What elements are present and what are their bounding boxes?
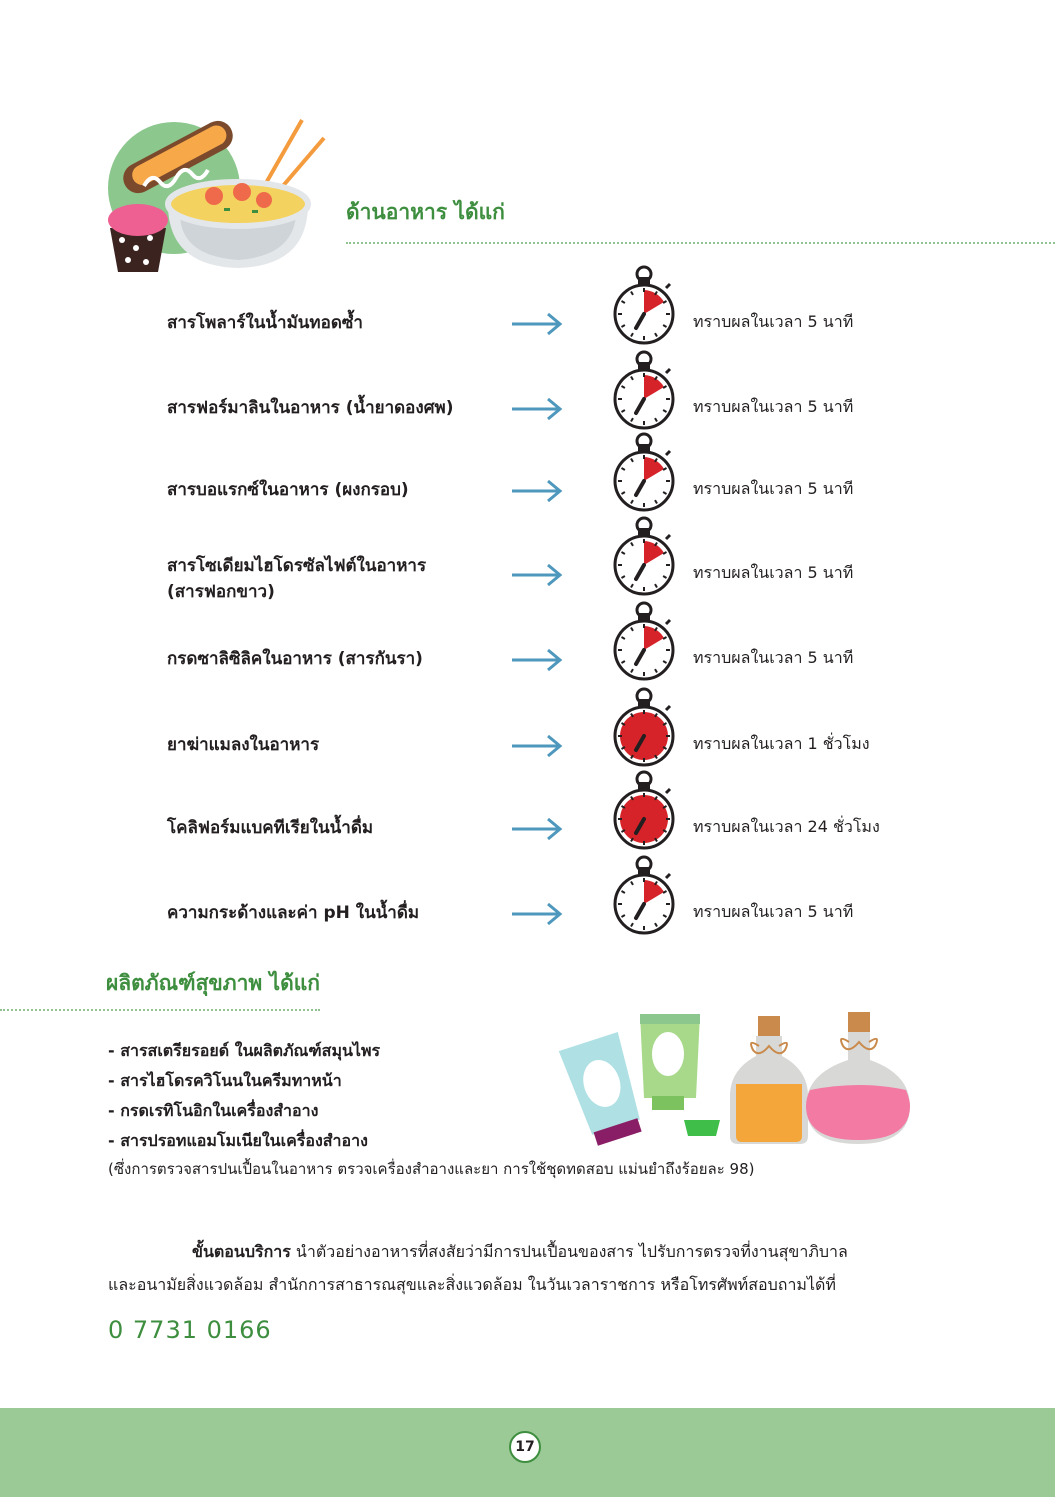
right-arrow-icon	[510, 563, 564, 587]
right-arrow-icon	[510, 397, 564, 421]
test-row	[0, 872, 1055, 952]
service-paragraph	[108, 1235, 958, 1301]
test-row	[0, 618, 1055, 698]
test-row	[0, 704, 1055, 784]
test-label: ยาฆ่าแมลงในอาหาร	[167, 735, 320, 755]
test-result: ทราบผลในเวลา 5 นาที	[693, 563, 854, 582]
right-arrow-icon	[510, 312, 564, 336]
stopwatch-icon	[608, 515, 680, 597]
service-line-1-text: นำตัวอย่างอาหารที่สงสัยว่ามีการปนเปื้อนของสาร ไปรับการตรวจที่งานสุขาภิบาล	[290, 1242, 848, 1261]
list-item: - กรดเรทิโนอิกในเครื่องสำอาง	[108, 1101, 319, 1120]
test-result: ทราบผลในเวลา 1 ชั่วโมง	[693, 734, 870, 753]
stopwatch-icon	[608, 349, 680, 431]
health-section-divider	[0, 1009, 320, 1011]
test-row	[0, 449, 1055, 529]
cosmetics-illustration	[556, 1010, 914, 1146]
stopwatch-icon	[608, 600, 680, 682]
list-item: - สารไฮโดรควิโนนในครีมทาหน้า	[108, 1071, 342, 1090]
stopwatch-icon	[608, 686, 680, 768]
food-illustration	[104, 108, 334, 274]
health-product-list	[108, 1036, 380, 1156]
test-label: สารฟอร์มาลินในอาหาร (น้ำยาดองศพ)	[167, 398, 454, 418]
test-label: สารบอแรกซ์ในอาหาร (ผงกรอบ)	[167, 480, 409, 500]
right-arrow-icon	[510, 734, 564, 758]
test-label: สารโซเดียมไฮโดรซัลไฟต์ในอาหาร (สารฟอกขาว)	[167, 556, 427, 602]
test-label: สารโพลาร์ในน้ำมันทอดซ้ำ	[167, 313, 363, 333]
test-result: ทราบผลในเวลา 5 นาที	[693, 648, 854, 667]
test-result: ทราบผลในเวลา 5 นาที	[693, 397, 854, 416]
stopwatch-icon	[608, 854, 680, 936]
food-section-divider	[346, 242, 1055, 244]
right-arrow-icon	[510, 479, 564, 503]
test-row	[0, 533, 1055, 613]
test-label: กรดซาลิซิลิคในอาหาร (สารกันรา)	[167, 649, 423, 669]
right-arrow-icon	[510, 817, 564, 841]
accuracy-note: (ซึ่งการตรวจสารปนเปื้อนในอาหาร ตรวจเครื่องสำอางและยา การใช้ชุดทดสอบ แม่นยำถึงร้อยละ 98)	[108, 1160, 755, 1178]
stopwatch-icon	[608, 769, 680, 851]
test-row	[0, 282, 1055, 362]
service-line-1	[108, 1235, 958, 1268]
test-result: ทราบผลในเวลา 5 นาที	[693, 312, 854, 331]
phone-number[interactable]: 0 7731 0166	[108, 1316, 272, 1344]
test-row	[0, 787, 1055, 867]
list-item: - สารสเตรียรอยด์ ในผลิตภัณฑ์สมุนไพร	[108, 1041, 381, 1060]
page-number: 17	[509, 1431, 541, 1463]
test-result: ทราบผลในเวลา 24 ชั่วโมง	[693, 817, 880, 836]
stopwatch-icon	[608, 431, 680, 513]
food-section-title: ด้านอาหาร ได้แก่	[346, 200, 505, 224]
right-arrow-icon	[510, 902, 564, 926]
service-lead: ขั้นตอนบริการ	[192, 1242, 291, 1261]
list-item: - สารปรอทแอมโมเนียในเครื่องสำอาง	[108, 1131, 368, 1150]
test-result: ทราบผลในเวลา 5 นาที	[693, 902, 854, 921]
right-arrow-icon	[510, 648, 564, 672]
stopwatch-icon	[608, 264, 680, 346]
test-result: ทราบผลในเวลา 5 นาที	[693, 479, 854, 498]
test-label: โคลิฟอร์มแบคทีเรียในน้ำดื่ม	[167, 818, 374, 838]
health-section-title: ผลิตภัณฑ์สุขภาพ ได้แก่	[106, 971, 320, 995]
test-label: ความกระด้างและค่า pH ในน้ำดื่ม	[167, 903, 420, 923]
service-line-2: และอนามัยสิ่งแวดล้อม สำนักการสาธารณสุขและสิ่งแวดล้อม ในวันเวลาราชการ หรือโทรศัพท์สอบถามได้ที่	[108, 1275, 836, 1294]
test-row	[0, 367, 1055, 447]
